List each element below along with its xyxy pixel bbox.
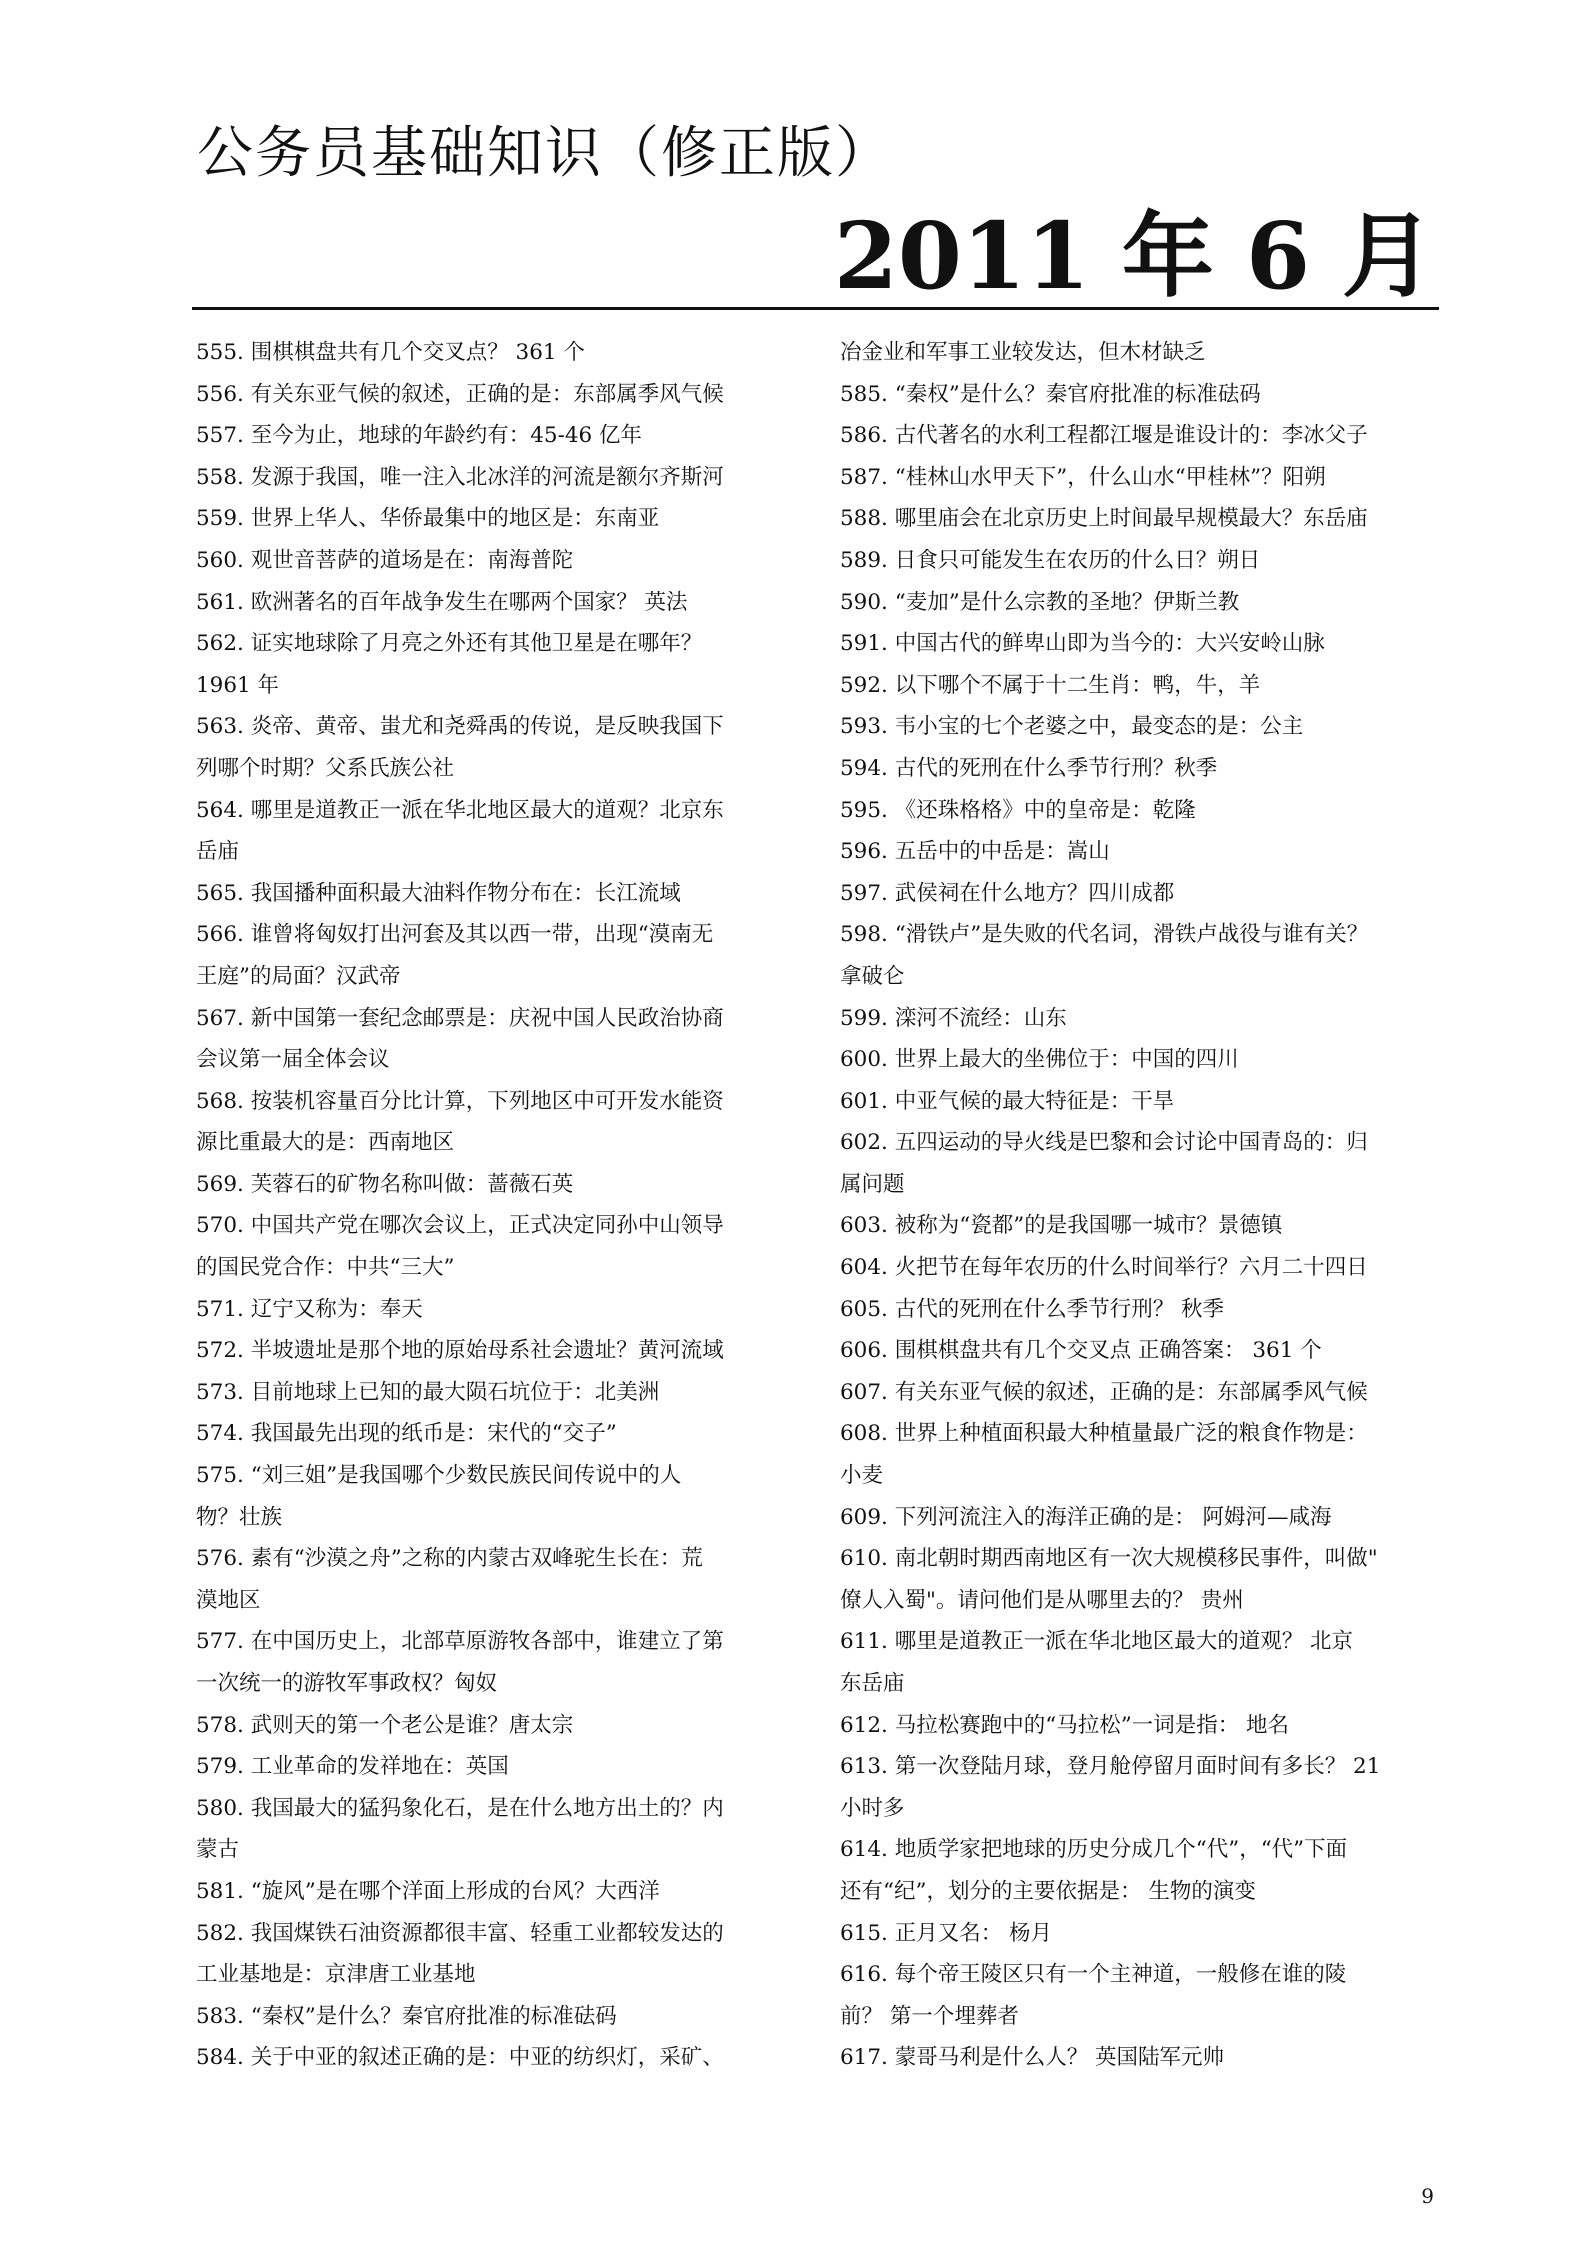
text-line: 559. 世界上华人、华侨最集中的地区是：东南亚 xyxy=(196,506,660,532)
text-line: 一次统一的游牧军事政权？匈奴 xyxy=(196,1671,498,1696)
text-line: 漠地区 xyxy=(196,1587,261,1613)
text-line: 578. 武则天的第一个老公是谁？唐太宗 xyxy=(196,1712,574,1738)
text-line: 岳庙 xyxy=(196,839,240,865)
text-line: 591. 中国古代的鲜卑山即为当今的：大兴安岭山脉 xyxy=(840,631,1325,657)
text-line: 585. “秦权”是什么？秦官府批准的标准砝码 xyxy=(840,381,1261,407)
text-line: 564. 哪里是道教正一派在华北地区最大的道观？北京东 xyxy=(196,797,724,823)
text-line: 603. 被称为“瓷都”的是我国哪一城市？景德镇 xyxy=(840,1213,1283,1239)
text-line: 570. 中国共产党在哪次会议上，正式决定同孙中山领导 xyxy=(196,1213,724,1239)
document-title: 公务员基础知识（修正版） xyxy=(197,121,893,186)
text-line: 577. 在中国历史上，北部草原游牧各部中，谁建立了第 xyxy=(196,1629,724,1655)
text-line: 560. 观世音菩萨的道场是在：南海普陀 xyxy=(196,547,574,573)
text-line: 579. 工业革命的发祥地在：英国 xyxy=(196,1754,509,1780)
text-line: 567. 新中国第一套纪念邮票是：庆祝中国人民政治协商 xyxy=(196,1005,724,1031)
text-line: 612. 马拉松赛跑中的“马拉松”一词是指： 地名 xyxy=(840,1712,1290,1738)
text-line: 599. 滦河不流经：山东 xyxy=(840,1005,1067,1031)
text-line: 605. 古代的死刑在什么季节行刑？ 秋季 xyxy=(840,1296,1225,1322)
text-line: 571. 辽宁又称为：奉天 xyxy=(196,1296,423,1322)
text-line: 557. 至今为止，地球的年龄约有：45-46 亿年 xyxy=(196,423,643,449)
text-line: 王庭”的局面？汉武帝 xyxy=(196,963,401,989)
text-line: 592. 以下哪个不属于十二生肖：鸭，牛，羊 xyxy=(840,672,1261,698)
header-divider xyxy=(192,307,1439,310)
text-line: 小时多 xyxy=(840,1795,905,1821)
page-number: 9 xyxy=(1421,2184,1434,2208)
text-line: 586. 古代著名的水利工程都江堰是谁设计的：李冰父子 xyxy=(840,423,1368,449)
text-line: 566. 谁曾将匈奴打出河套及其以西一带，出现“漠南无 xyxy=(196,922,714,948)
text-line: 562. 证实地球除了月亮之外还有其他卫星是在哪年？ xyxy=(196,631,703,657)
text-line: 工业基地是：京津唐工业基地 xyxy=(196,1962,476,1988)
text-line: 556. 有关东亚气候的叙述，正确的是：东部属季风气候 xyxy=(196,381,724,407)
text-line: 物？壮族 xyxy=(196,1504,283,1530)
text-line: 609. 下列河流注入的海洋正确的是： 阿姆河—咸海 xyxy=(840,1504,1332,1530)
text-line: 小麦 xyxy=(840,1463,884,1489)
text-line: 593. 韦小宝的七个老婆之中，最变态的是：公主 xyxy=(840,714,1304,740)
text-line: 600. 世界上最大的坐佛位于：中国的四川 xyxy=(840,1047,1239,1073)
text-line: 583. “秦权”是什么？秦官府批准的标准砝码 xyxy=(196,2003,617,2029)
text-line: 596. 五岳中的中岳是：嵩山 xyxy=(840,839,1110,865)
text-line: 572. 半坡遗址是那个地的原始母系社会遗址？黄河流域 xyxy=(196,1338,724,1364)
text-line: 558. 发源于我国，唯一注入北冰洋的河流是额尔齐斯河 xyxy=(196,464,724,490)
text-line: 555. 围棋棋盘共有几个交叉点？ 361 个 xyxy=(196,340,585,365)
text-line: 589. 日食只可能发生在农历的什么日？朔日 xyxy=(840,547,1261,573)
text-line: 569. 芙蓉石的矿物名称叫做：蔷薇石英 xyxy=(196,1171,574,1197)
text-line: 还有“纪”，划分的主要依据是： 生物的演变 xyxy=(840,1878,1256,1904)
text-line: 607. 有关东亚气候的叙述，正确的是：东部属季风气候 xyxy=(840,1379,1368,1405)
text-line: 拿破仑 xyxy=(840,963,905,989)
text-line: 573. 目前地球上已知的最大陨石坑位于：北美洲 xyxy=(196,1379,660,1405)
text-line: 602. 五四运动的导火线是巴黎和会讨论中国青岛的：归 xyxy=(840,1130,1368,1156)
document-date: 2011 年 6 月 xyxy=(833,202,1434,310)
text-line: 615. 正月又名： 杨月 xyxy=(840,1920,1053,1946)
text-line: 580. 我国最大的猛犸象化石，是在什么地方出土的？内 xyxy=(196,1795,724,1821)
text-line: 会议第一届全体会议 xyxy=(196,1047,390,1073)
text-line: 563. 炎帝、黄帝、蚩尤和尧舜禹的传说，是反映我国下 xyxy=(196,714,724,740)
right-column xyxy=(840,332,1430,2079)
text-line: 597. 武侯祠在什么地方？四川成都 xyxy=(840,880,1175,906)
text-line: 608. 世界上种植面积最大种植量最广泛的粮食作物是： xyxy=(840,1421,1368,1447)
text-line: 前？ 第一个埋葬者 xyxy=(840,2003,1019,2029)
text-line: 582. 我国煤铁石油资源都很丰富、轻重工业都较发达的 xyxy=(196,1920,724,1946)
text-line: 606. 围棋棋盘共有几个交叉点 正确答案： 361 个 xyxy=(840,1338,1322,1364)
text-line: 604. 火把节在每年农历的什么时间举行？六月二十四日 xyxy=(840,1255,1368,1281)
left-column xyxy=(196,332,786,2079)
text-line: 561. 欧洲著名的百年战争发生在哪两个国家？ 英法 xyxy=(196,589,688,615)
text-line: 568. 按装机容量百分比计算，下列地区中可开发水能资 xyxy=(196,1088,724,1114)
text-line: 614. 地质学家把地球的历史分成几个“代”，“代”下面 xyxy=(840,1837,1348,1863)
text-line: 588. 哪里庙会在北京历史上时间最早规模最大？东岳庙 xyxy=(840,506,1368,532)
text-line: 僚人入蜀"。请问他们是从哪里去的？ 贵州 xyxy=(840,1587,1244,1613)
text-line: 属问题 xyxy=(840,1171,905,1197)
text-line: 595. 《还珠格格》中的皇帝是：乾隆 xyxy=(840,797,1196,823)
text-line: 576. 素有“沙漠之舟”之称的内蒙古双峰驼生长在：荒 xyxy=(196,1546,703,1572)
text-line: 574. 我国最先出现的纸币是：宋代的“交子” xyxy=(196,1421,617,1447)
text-line: 601. 中亚气候的最大特征是：干旱 xyxy=(840,1088,1175,1114)
text-line: 575. “刘三姐”是我国哪个少数民族民间传说中的人 xyxy=(196,1463,682,1489)
text-line: 东岳庙 xyxy=(840,1671,905,1696)
text-line: 610. 南北朝时期西南地区有一次大规模移民事件，叫做" xyxy=(840,1546,1378,1572)
text-line: 590. “麦加”是什么宗教的圣地？伊斯兰教 xyxy=(840,589,1240,615)
text-line: 617. 蒙哥马利是什么人？ 英国陆军元帅 xyxy=(840,2045,1225,2071)
text-line: 的国民党合作：中共“三大” xyxy=(196,1255,455,1281)
text-line: 594. 古代的死刑在什么季节行刑？秋季 xyxy=(840,755,1218,781)
text-line: 冶金业和军事工业较发达，但木材缺乏 xyxy=(840,340,1206,365)
text-line: 611. 哪里是道教正一派在华北地区最大的道观？ 北京 xyxy=(840,1629,1354,1655)
text-line: 587. “桂林山水甲天下”，什么山水“甲桂林”？阳朔 xyxy=(840,464,1326,490)
text-line: 584. 关于中亚的叙述正确的是：中亚的纺织灯，采矿、 xyxy=(196,2045,724,2071)
text-line: 616. 每个帝王陵区只有一个主神道，一般修在谁的陵 xyxy=(840,1962,1347,1988)
text-line: 蒙古 xyxy=(196,1837,240,1863)
text-line: 列哪个时期？父系氏族公社 xyxy=(196,755,455,781)
text-line: 源比重最大的是：西南地区 xyxy=(196,1130,455,1156)
text-line: 1961 年 xyxy=(196,672,280,698)
text-line: 581. “旋风”是在哪个洋面上形成的台风？大西洋 xyxy=(196,1878,660,1904)
text-line: 565. 我国播种面积最大油料作物分布在：长江流域 xyxy=(196,880,681,906)
text-line: 598. “滑铁卢”是失败的代名词，滑铁卢战役与谁有关？ xyxy=(840,922,1369,948)
text-line: 613. 第一次登陆月球，登月舱停留月面时间有多长？ 21 xyxy=(840,1754,1381,1780)
